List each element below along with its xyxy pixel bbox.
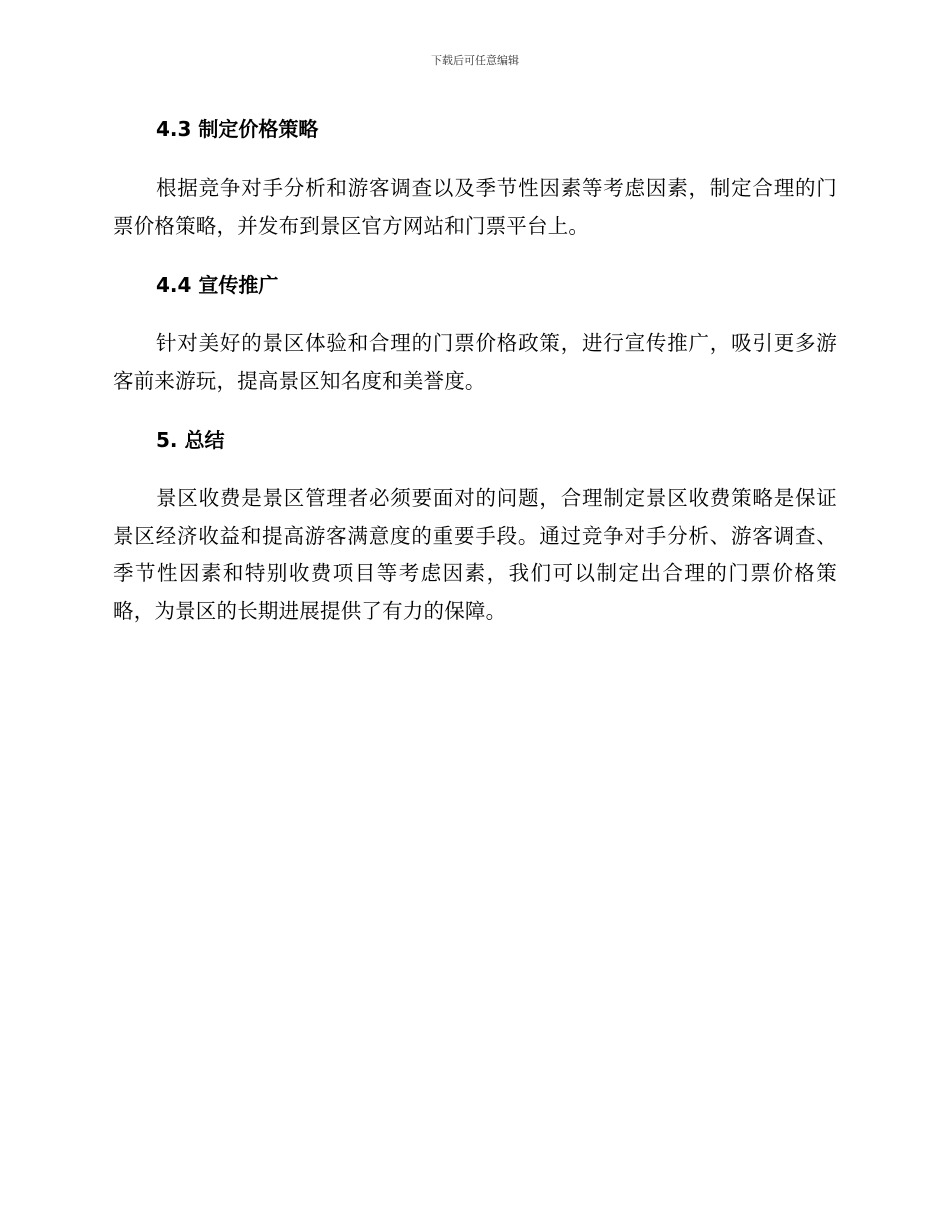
section-heading-4-3: 4.3 制定价格策略 <box>156 117 319 141</box>
page-header: 下载后可任意编辑 <box>431 54 519 67</box>
section-paragraph-5: 景区收费是景区管理者必须要面对的问题，合理制定景区收费策略是保证景区经济收益和提高游客满意度的重要手段。通过竞争对手分析、游客调查、季节性因素和特别收费项目等考虑因素，我们可以制定出合理的门票价格策略，为景区的长期进展提供了有力的保障。 <box>113 486 837 623</box>
section-heading-5: 5. 总结 <box>156 428 225 452</box>
section-paragraph-4-3: 根据竞争对手分析和游客调查以及季节性因素等考虑因素，制定合理的门票价格策略，并发布到景区官方网站和门票平台上。 <box>113 176 837 238</box>
document-body <box>113 113 837 630</box>
section-heading-4-4: 4.4 宣传推广 <box>156 273 279 297</box>
section-paragraph-4-4: 针对美好的景区体验和合理的门票价格政策，进行宣传推广，吸引更多游客前来游玩，提高景区知名度和美誉度。 <box>113 331 837 393</box>
